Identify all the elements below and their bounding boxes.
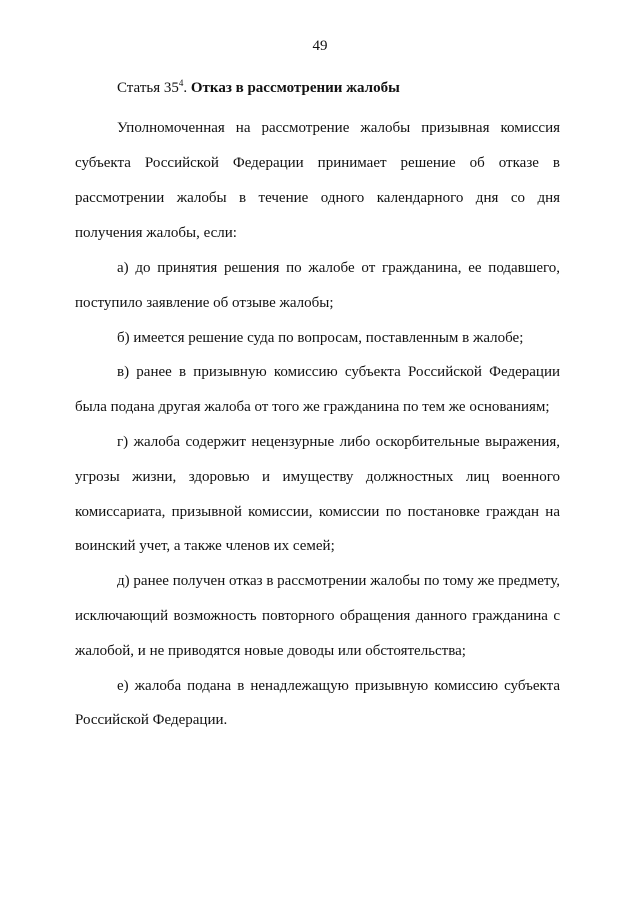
article-separator: . bbox=[183, 80, 188, 96]
paragraph-line: получения жалобы, если: bbox=[75, 225, 237, 241]
list-item-line: комиссариата, призывной комиссии, комиссии по постановке граждан на bbox=[75, 504, 560, 520]
page-number: 49 bbox=[312, 38, 328, 54]
article-superscript: 4 bbox=[178, 78, 184, 88]
paragraph-line: рассмотрении жалобы в течение одного календарного дня со дня bbox=[75, 190, 560, 206]
paragraph-line: Уполномоченная на рассмотрение жалобы призывная комиссия bbox=[117, 120, 560, 136]
list-item-line: была подана другая жалоба от того же гражданина по тем же основаниям; bbox=[75, 399, 550, 415]
list-item-line: воинский учет, а также членов их семей; bbox=[75, 538, 335, 554]
list-item-line: д) ранее получен отказ в рассмотрении жалобы по тому же предмету, bbox=[117, 573, 560, 589]
list-item-line: Российской Федерации. bbox=[75, 712, 228, 728]
article-heading bbox=[117, 80, 400, 97]
list-item-line: г) жалоба содержит нецензурные либо оскорбительные выражения, bbox=[117, 434, 560, 450]
list-item-line: исключающий возможность повторного обращения данного гражданина с bbox=[75, 608, 560, 624]
list-item-line: поступило заявление об отзыве жалобы; bbox=[75, 295, 334, 311]
article-prefix: Статья 35 bbox=[117, 80, 179, 96]
list-item-line: угрозы жизни, здоровью и имуществу должностных лиц военного bbox=[75, 469, 560, 485]
list-item-line: в) ранее в призывную комиссию субъекта Российской Федерации bbox=[117, 364, 560, 380]
list-item-line: а) до принятия решения по жалобе от гражданина, ее подавшего, bbox=[117, 260, 560, 276]
list-item-line: жалобой, и не приводятся новые доводы или обстоятельства; bbox=[75, 643, 466, 659]
article-title: Отказ в рассмотрении жалобы bbox=[190, 80, 400, 96]
list-item-line: е) жалоба подана в ненадлежащую призывную комиссию субъекта bbox=[117, 678, 560, 694]
list-item-line: б) имеется решение суда по вопросам, поставленным в жалобе; bbox=[117, 330, 524, 346]
paragraph-line: субъекта Российской Федерации принимает решение об отказе в bbox=[75, 155, 560, 171]
